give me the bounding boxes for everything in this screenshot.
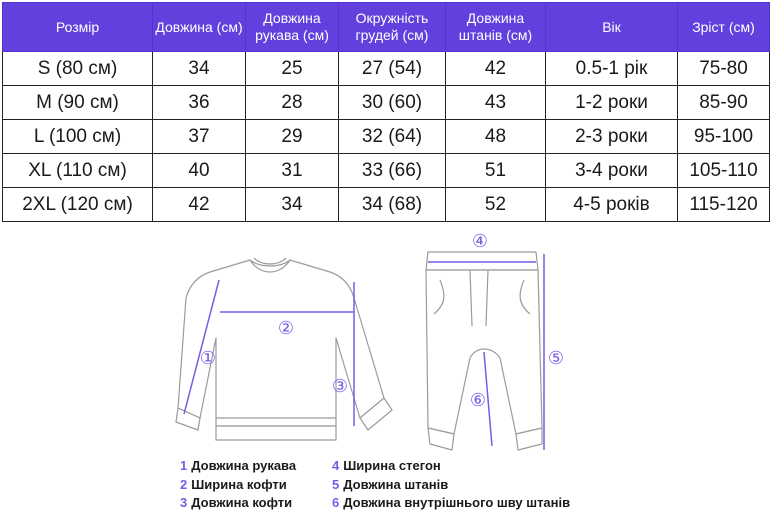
cell-age: 0.5-1 рік (546, 52, 678, 86)
legend-item-1: 1 Довжина рукава (180, 458, 297, 473)
cell-size: L (100 см) (3, 120, 153, 154)
marker-3: ③ (331, 376, 349, 397)
cell-size: S (80 см) (3, 52, 153, 86)
cell-length: 36 (153, 86, 246, 120)
cell-height: 85-90 (678, 86, 770, 120)
cell-length: 34 (153, 52, 246, 86)
cell-pants: 52 (446, 188, 546, 222)
cell-length: 40 (153, 154, 246, 188)
cell-size: 2XL (120 см) (3, 188, 153, 222)
marker-4: ④ (471, 231, 489, 252)
cell-chest: 34 (68) (339, 188, 446, 222)
header-length: Довжина (см) (153, 3, 246, 52)
legend-item-4: 4 Ширина стегон (332, 458, 441, 473)
table-row (3, 120, 770, 154)
measurement-diagram (170, 228, 590, 460)
table-row (3, 154, 770, 188)
cell-age: 4-5 років (546, 188, 678, 222)
cell-chest: 32 (64) (339, 120, 446, 154)
size-table (2, 2, 770, 222)
legend-item-2: 2 Ширина кофти (180, 477, 287, 492)
cell-height: 105-110 (678, 154, 770, 188)
cell-pants: 43 (446, 86, 546, 120)
cell-chest: 27 (54) (339, 52, 446, 86)
table-row (3, 86, 770, 120)
cell-age: 1-2 роки (546, 86, 678, 120)
cell-chest: 30 (60) (339, 86, 446, 120)
cell-height: 115-120 (678, 188, 770, 222)
cell-sleeve: 29 (246, 120, 339, 154)
cell-pants: 42 (446, 52, 546, 86)
cell-pants: 48 (446, 120, 546, 154)
marker-5: ⑤ (547, 348, 565, 369)
marker-1: ① (199, 348, 217, 369)
cell-length: 37 (153, 120, 246, 154)
table-row (3, 188, 770, 222)
header-height: Зріст (см) (678, 3, 770, 52)
table-header-row (3, 3, 770, 52)
header-size: Розмір (3, 3, 153, 52)
measurement-legend (180, 458, 650, 512)
cell-sleeve: 34 (246, 188, 339, 222)
cell-pants: 51 (446, 154, 546, 188)
table-row (3, 52, 770, 86)
legend-item-5: 5 Довжина штанів (332, 477, 449, 492)
pants-illustration (426, 252, 542, 450)
cell-chest: 33 (66) (339, 154, 446, 188)
marker-2: ② (277, 318, 295, 339)
cell-sleeve: 31 (246, 154, 339, 188)
cell-size: M (90 см) (3, 86, 153, 120)
cell-length: 42 (153, 188, 246, 222)
header-sleeve-length: Довжина рукава (см) (246, 3, 339, 52)
cell-sleeve: 28 (246, 86, 339, 120)
cell-age: 3-4 роки (546, 154, 678, 188)
cell-sleeve: 25 (246, 52, 339, 86)
marker-6: ⑥ (469, 390, 487, 411)
header-pants-length: Довжина штанів (см) (446, 3, 546, 52)
header-chest: Окружність грудей (см) (339, 3, 446, 52)
legend-item-6: 6 Довжина внутрішнього шву штанів (332, 495, 571, 510)
cell-height: 75-80 (678, 52, 770, 86)
legend-item-3: 3 Довжина кофти (180, 495, 293, 510)
cell-height: 95-100 (678, 120, 770, 154)
cell-size: XL (110 см) (3, 154, 153, 188)
header-age: Вік (546, 3, 678, 52)
cell-age: 2-3 роки (546, 120, 678, 154)
